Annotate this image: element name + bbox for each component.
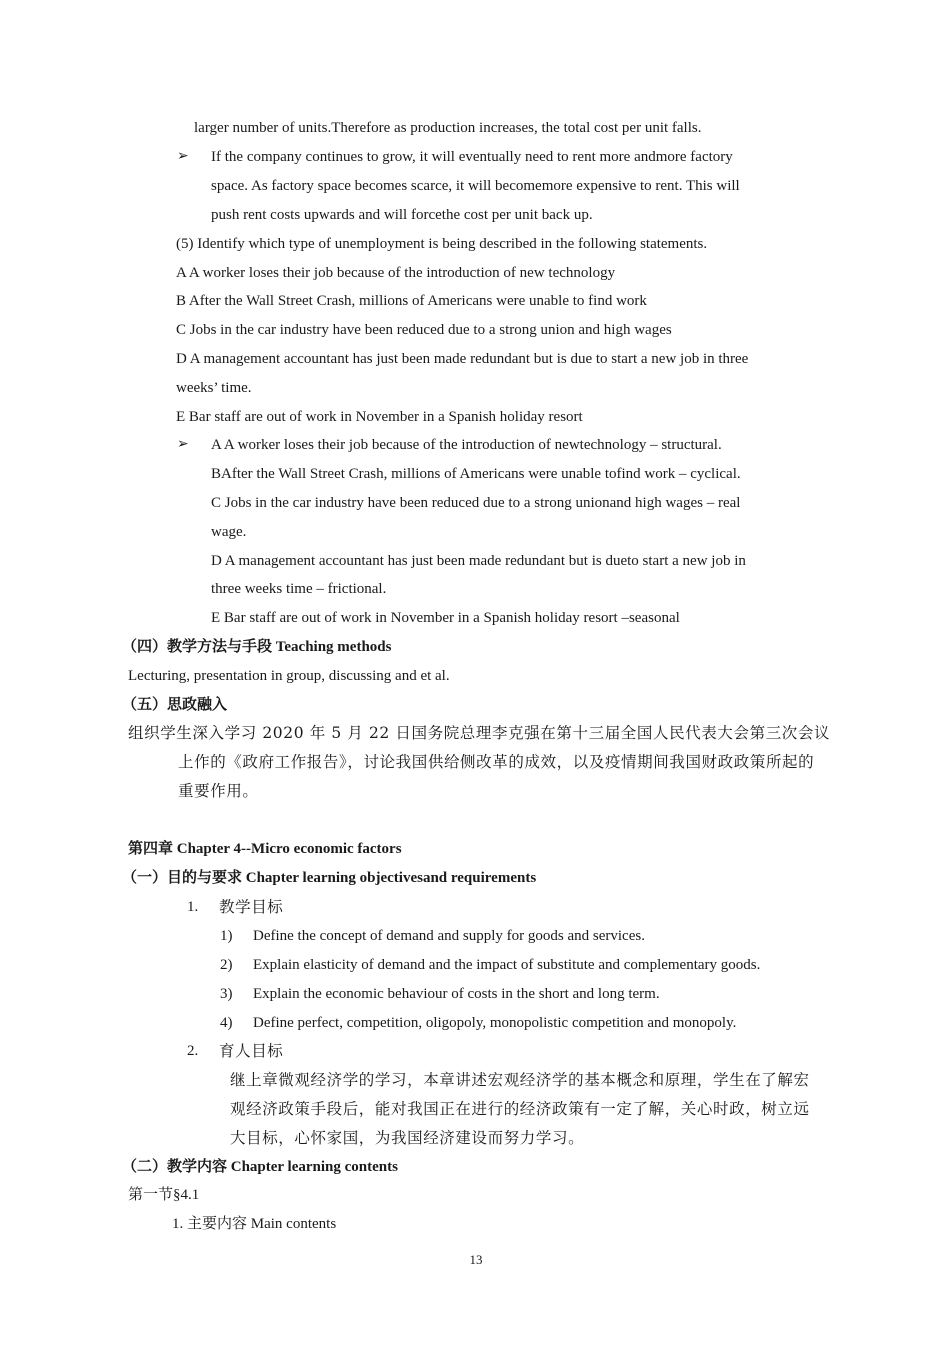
ideology-text: 重要作用。 (178, 782, 259, 800)
education-goals-label: 育人目标 (219, 1042, 284, 1060)
answer-d: D A management accountant has just been made redundant but is dueto start a new job in (211, 553, 746, 569)
question-option-d: D A management accountant has just been made redundant but is due to start a new job in three (176, 351, 749, 367)
answer-a: A A worker loses their job because of the introduction of newtechnology – structural. (211, 437, 722, 453)
answer-e: E Bar staff are out of work in November in a Spanish holiday resort –seasonal (211, 610, 680, 626)
question-option-d-cont: weeks’ time. (176, 380, 252, 396)
teaching-goals-label: 教学目标 (219, 898, 284, 916)
education-goals-text: 大目标，心怀家国，为我国经济建设而努力学习。 (230, 1129, 585, 1147)
question-option-b: B After the Wall Street Crash, millions of Americans were unable to find work (176, 293, 647, 309)
text-line: larger number of units.Therefore as production increases, the total cost per unit falls. (194, 120, 702, 136)
list-number: 2. (187, 1043, 199, 1059)
section-heading-objectives: （一）目的与要求 Chapter learning objectivesand requirements (122, 870, 537, 886)
text-line: push rent costs upwards and will forcethe cost per unit back up. (211, 207, 593, 223)
question-option-c: C Jobs in the car industry have been reduced due to a strong union and high wages (176, 322, 672, 338)
text-line: If the company continues to grow, it will eventually need to rent more andmore factory (211, 149, 733, 165)
main-contents-label: 1. 主要内容 Main contents (172, 1216, 337, 1232)
answer-d-cont: three weeks time – frictional. (211, 581, 387, 597)
education-goals-text: 继上章微观经济学的学习，本章讲述宏观经济学的基本概念和原理，学生在了解宏 (230, 1071, 810, 1089)
section-heading-contents: （二）教学内容 Chapter learning contents (122, 1159, 398, 1175)
goal-text: Define the concept of demand and supply for goods and services. (253, 928, 645, 944)
section-heading-ideology: （五）思政融入 (122, 697, 228, 713)
goal-number: 1) (220, 928, 233, 944)
question-option-e: E Bar staff are out of work in November in a Spanish holiday resort (176, 409, 583, 425)
question-title: (5) Identify which type of unemployment is being described in the following statements. (176, 236, 708, 252)
section-number: 第一节§4.1 (128, 1187, 200, 1203)
goal-number: 3) (220, 986, 233, 1002)
education-goals-text: 观经济政策手段后，能对我国正在进行的经济政策有一定了解，关心时政，树立远 (230, 1100, 810, 1118)
chapter-title: 第四章 Chapter 4--Micro economic factors (128, 841, 402, 857)
answer-c: C Jobs in the car industry have been reduced due to a strong unionand high wages – real (211, 495, 741, 511)
goal-text: Explain the economic behaviour of costs in the short and long term. (253, 986, 660, 1002)
list-number: 1. (187, 899, 199, 915)
goal-number: 4) (220, 1015, 233, 1031)
question-option-a: A A worker loses their job because of the introduction of new technology (176, 265, 616, 281)
bullet-arrow-icon: ➢ (177, 437, 189, 452)
text-line: space. As factory space becomes scarce, it will becomemore expensive to rent. This will (211, 178, 740, 194)
answer-c-cont: wage. (211, 524, 247, 540)
goal-number: 2) (220, 957, 233, 973)
goal-text: Explain elasticity of demand and the impact of substitute and complementary goods. (253, 957, 761, 973)
page-number: 13 (469, 1252, 483, 1267)
answer-b: BAfter the Wall Street Crash, millions of Americans were unable tofind work – cyclical. (211, 466, 741, 482)
section-heading-teaching-methods: （四）教学方法与手段 Teaching methods (122, 639, 392, 655)
ideology-text: 组织学生深入学习 2020 年 5 月 22 日国务院总理李克强在第十三届全国人民代表大会第三次会议 (128, 724, 831, 742)
ideology-text: 上作的《政府工作报告》，讨论我国供给侧改革的成效，以及疫情期间我国财政政策所起的 (178, 753, 815, 771)
bullet-arrow-icon: ➢ (177, 149, 189, 164)
goal-text: Define perfect, competition, oligopoly, monopolistic competition and monopoly. (253, 1015, 737, 1031)
teaching-methods-text: Lecturing, presentation in group, discussing and et al. (128, 668, 450, 684)
